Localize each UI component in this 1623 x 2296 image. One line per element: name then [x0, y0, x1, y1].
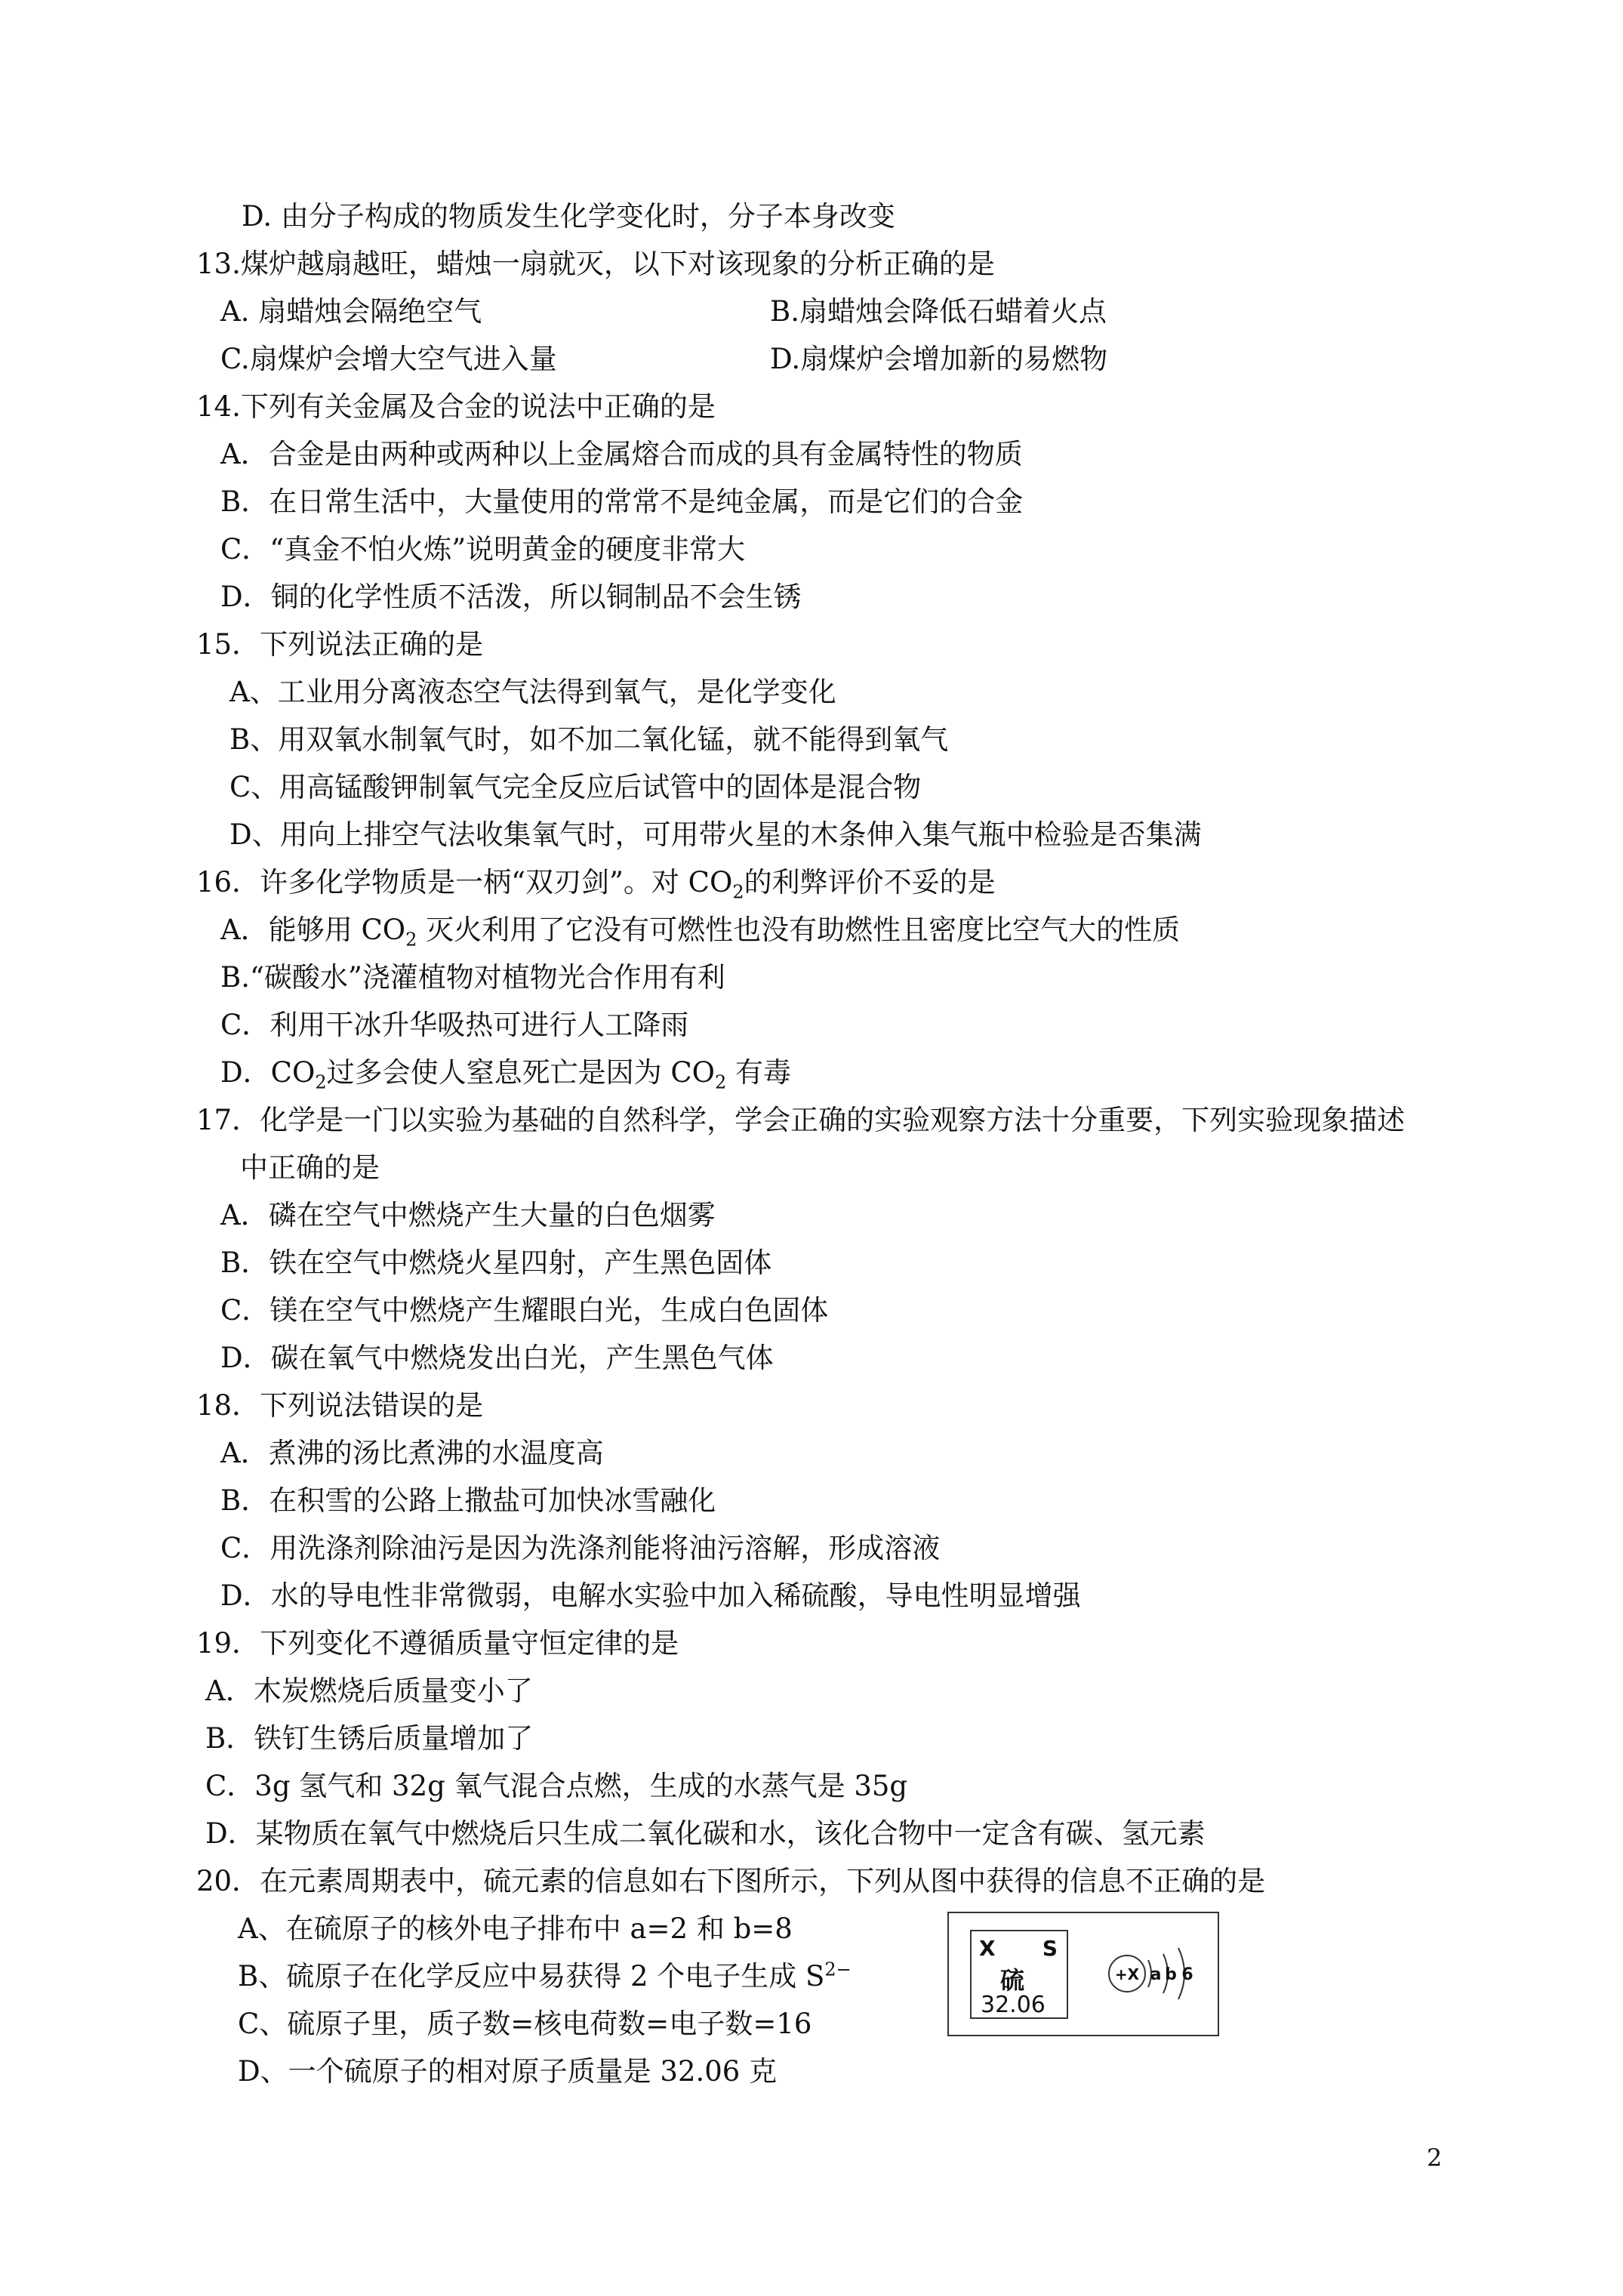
subscript: 2 [405, 929, 417, 951]
element-name: 硫 [1000, 1966, 1025, 1995]
atomic-structure-diagram [1106, 1928, 1204, 2019]
subscript: 2 [732, 881, 744, 903]
option-15b: B、用双氧水制氧气时，如不加二氧化锰，就不能得到氧气 [229, 723, 949, 756]
option-13a: A. 扇蜡烛会隔绝空气 [220, 295, 482, 328]
text-segment: 的利弊评价不妥的是 [744, 866, 996, 898]
text-segment: 16．许多化学物质是一柄“双刃剑”。对 CO [196, 866, 733, 898]
text-segment: A．能够用 CO [220, 914, 406, 946]
option-18c: C．用洗涤剂除油污是因为洗涤剂能将油污溶解，形成溶液 [220, 1532, 941, 1564]
option-17a: A．磷在空气中燃烧产生大量的白色烟雾 [220, 1199, 716, 1231]
page-number: 2 [1427, 2143, 1443, 2172]
text-segment: 有毒 [726, 1056, 792, 1089]
option-16d [220, 1054, 791, 1092]
option-14c: C．“真金不怕火炼”说明黄金的硬度非常大 [220, 533, 746, 566]
text-segment: 灭火利用了它没有可燃性也没有助燃性且密度比空气大的性质 [417, 914, 1181, 946]
text-segment: B、硫原子在化学反应中易获得 2 个电子生成 S [238, 1960, 825, 1992]
option-19a: A．木炭燃烧后质量变小了 [205, 1675, 533, 1707]
option-16a [220, 911, 1180, 949]
question-17-continued: 中正确的是 [240, 1151, 380, 1184]
periodic-table-cell [970, 1930, 1068, 2019]
option-17c: C．镁在空气中燃烧产生耀眼白光，生成白色固体 [220, 1294, 829, 1327]
atomic-mass: 32.06 [981, 1992, 1046, 2018]
option-13c: C.扇煤炉会增大空气进入量 [220, 343, 557, 375]
question-20: 20．在元素周期表中，硫元素的信息如右下图所示，下列从图中获得的信息不正确的是 [196, 1865, 1266, 1897]
option-13d: D.扇煤炉会增加新的易燃物 [770, 343, 1108, 375]
shell-a-count: a [1150, 1965, 1162, 1984]
option-19c: C．3g 氢气和 32g 氧气混合点燃，生成的水蒸气是 35g [205, 1770, 908, 1802]
option-14b: B．在日常生活中，大量使用的常常不是纯金属，而是它们的合金 [220, 485, 1024, 518]
option-15a: A、工业用分离液态空气法得到氧气，是化学变化 [229, 676, 836, 708]
subscript: 2 [715, 1071, 727, 1093]
atomic-number: X [979, 1936, 996, 1961]
question-13: 13.煤炉越扇越旺，蜡烛一扇就灭，以下对该现象的分析正确的是 [196, 248, 995, 280]
shell-c-count: 6 [1181, 1965, 1193, 1984]
subscript: 2 [315, 1071, 327, 1093]
option-19b: B．铁钉生锈后质量增加了 [205, 1722, 534, 1755]
option-text: D. 由分子构成的物质发生化学变化时，分子本身改变 [242, 200, 895, 233]
nucleus-charge: +X [1114, 1965, 1140, 1983]
shell-b-count: b [1165, 1965, 1177, 1984]
question-17: 17．化学是一门以实验为基础的自然科学，学会正确的实验观察方法十分重要，下列实验现象描述 [196, 1104, 1406, 1136]
option-17d: D．碳在氧气中燃烧发出白光，产生黑色气体 [220, 1342, 774, 1374]
text-segment: D．CO [220, 1056, 316, 1089]
option-20a: A、在硫原子的核外电子排布中 a=2 和 b=8 [238, 1912, 793, 1945]
option-15c: C、用高锰酸钾制氧气完全反应后试管中的固体是混合物 [229, 771, 922, 803]
option-19d: D．某物质在氧气中燃烧后只生成二氧化碳和水，该化合物中一定含有碳、氢元素 [205, 1817, 1206, 1850]
question-16 [196, 864, 996, 901]
sulfur-element-figure [947, 1912, 1219, 2036]
superscript: 2− [824, 1959, 852, 1980]
option-15d: D、用向上排空气法收集氧气时，可用带火星的木条伸入集气瓶中检验是否集满 [229, 818, 1202, 851]
question-19: 19．下列变化不遵循质量守恒定律的是 [196, 1627, 679, 1660]
text-segment: 过多会使人窒息死亡是因为 CO [326, 1056, 715, 1089]
option-16b: B.“碳酸水”浇灌植物对植物光合作用有利 [220, 961, 725, 994]
option-18d: D．水的导电性非常微弱，电解水实验中加入稀硫酸，导电性明显增强 [220, 1579, 1081, 1612]
question-18: 18．下列说法错误的是 [196, 1389, 484, 1422]
option-20c: C、硫原子里，质子数=核电荷数=电子数=16 [238, 2008, 812, 2040]
option-18a: A．煮沸的汤比煮沸的水温度高 [220, 1437, 604, 1469]
option-16c: C．利用干冰升华吸热可进行人工降雨 [220, 1009, 689, 1041]
element-symbol: S [1042, 1936, 1058, 1961]
option-14a: A．合金是由两种或两种以上金属熔合而成的具有金属特性的物质 [220, 438, 1023, 470]
option-20d: D、一个硫原子的相对原子质量是 32.06 克 [238, 2055, 778, 2088]
option-18b: B．在积雪的公路上撒盐可加快冰雪融化 [220, 1484, 716, 1517]
question-15: 15．下列说法正确的是 [196, 628, 484, 661]
option-14d: D．铜的化学性质不活泼，所以铜制品不会生锈 [220, 581, 802, 613]
question-14: 14.下列有关金属及合金的说法中正确的是 [196, 390, 716, 423]
option-13b: B.扇蜡烛会降低石蜡着火点 [770, 295, 1107, 328]
option-17b: B．铁在空气中燃烧火星四射，产生黑色固体 [220, 1247, 772, 1279]
option-20b [238, 1958, 852, 1996]
